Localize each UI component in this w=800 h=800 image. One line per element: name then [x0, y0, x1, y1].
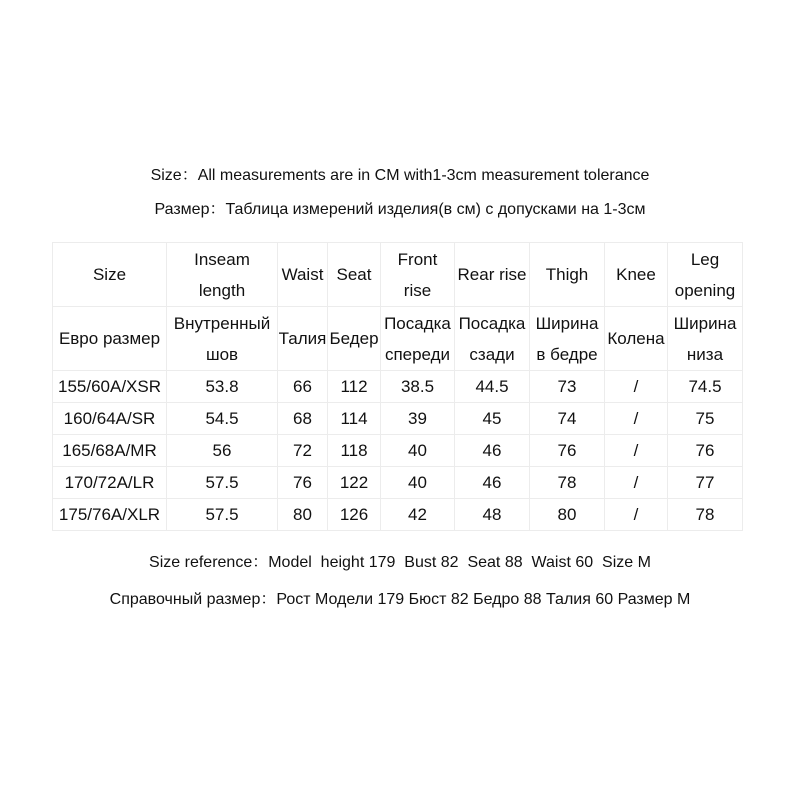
measurement-cell: /: [605, 435, 668, 467]
header-cell: [668, 307, 743, 371]
header-cell: [53, 243, 167, 307]
header-cell: [455, 243, 530, 307]
header-cell: [668, 243, 743, 307]
measurement-cell: 48: [455, 499, 530, 531]
header-label: низа: [686, 344, 724, 364]
header-label: Leg: [690, 249, 720, 269]
measurement-cell: 40: [381, 467, 455, 499]
header-cell: [167, 307, 278, 371]
measurement-cell: 76: [530, 435, 605, 467]
size-table: [52, 242, 743, 531]
header-label: opening: [674, 280, 736, 300]
size-table-body: [53, 243, 743, 531]
header-label: Knee: [616, 265, 656, 284]
table-row: [53, 499, 743, 531]
measurement-cell: 74: [530, 403, 605, 435]
table-row: [53, 435, 743, 467]
size-label-cell: 155/60A/XSR: [53, 371, 167, 403]
header-label: шов: [205, 344, 239, 364]
header-label: Seat: [336, 265, 372, 284]
header-label: Талия: [278, 329, 327, 348]
measurement-cell: 40: [381, 435, 455, 467]
measurement-cell: 112: [328, 371, 381, 403]
size-label-cell: 160/64A/SR: [53, 403, 167, 435]
header-label: Front: [397, 249, 438, 269]
measurement-cell: 114: [328, 403, 381, 435]
size-reference-ru: Справочный размер：Рост Модели 179 Бюст 82 Бедро 88 Талия 60 Размер M: [109, 591, 691, 608]
measurement-cell: 74.5: [668, 371, 743, 403]
measurement-cell: 75: [668, 403, 743, 435]
measurement-cell: 46: [455, 467, 530, 499]
table-header-row-ru: [53, 307, 743, 371]
header-cell: [381, 307, 455, 371]
header-label: Thigh: [545, 265, 589, 284]
header-cell: [278, 243, 328, 307]
measurement-cell: 53.8: [167, 371, 278, 403]
measurement-cell: 66: [278, 371, 328, 403]
measurement-cell: 72: [278, 435, 328, 467]
header-label: Ширина: [673, 313, 737, 333]
header-label: Бедер: [329, 329, 379, 348]
measurement-cell: 122: [328, 467, 381, 499]
header-cell: [530, 307, 605, 371]
header-label: Внутренный: [173, 313, 271, 333]
measurement-cell: 54.5: [167, 403, 278, 435]
measurement-cell: 38.5: [381, 371, 455, 403]
header-cell: [530, 243, 605, 307]
measurement-cell: 57.5: [167, 467, 278, 499]
measurement-cell: 80: [530, 499, 605, 531]
header-cell: [605, 307, 668, 371]
measurement-cell: /: [605, 499, 668, 531]
header-cell: [381, 243, 455, 307]
measurement-cell: 68: [278, 403, 328, 435]
size-label-cell: 170/72A/LR: [53, 467, 167, 499]
header-label: Waist: [281, 265, 324, 284]
measurement-cell: 78: [668, 499, 743, 531]
measurement-cell: 45: [455, 403, 530, 435]
header-label: в бедре: [536, 344, 598, 364]
table-row: [53, 467, 743, 499]
table-header-row-en: [53, 243, 743, 307]
header-label: Size: [92, 265, 127, 284]
header-label: Ширина: [535, 313, 599, 333]
header-cell: [278, 307, 328, 371]
header-label: length: [198, 280, 246, 300]
header-label: спереди: [384, 344, 451, 364]
header-cell: [328, 243, 381, 307]
measurement-note-en: Size：All measurements are in CM with1-3cm measurement tolerance: [150, 167, 650, 184]
header-label: Inseam: [194, 249, 250, 269]
header-cell: [167, 243, 278, 307]
measurement-cell: 76: [668, 435, 743, 467]
header-label: rise: [403, 280, 432, 300]
header-label: Евро размер: [58, 329, 161, 348]
size-label-cell: 165/68A/MR: [53, 435, 167, 467]
measurement-cell: 44.5: [455, 371, 530, 403]
header-label: Посадка: [384, 313, 451, 333]
measurement-cell: 77: [668, 467, 743, 499]
measurement-cell: 56: [167, 435, 278, 467]
header-label: сзади: [469, 344, 515, 364]
header-cell: [53, 307, 167, 371]
measurement-cell: 42: [381, 499, 455, 531]
table-row: [53, 403, 743, 435]
measurement-cell: 118: [328, 435, 381, 467]
measurement-cell: 57.5: [167, 499, 278, 531]
header-cell: [605, 243, 668, 307]
header-cell: [455, 307, 530, 371]
measurement-cell: 78: [530, 467, 605, 499]
size-reference-en: Size reference：Model height 179 Bust 82 Seat 88 Waist 60 Size M: [149, 554, 651, 571]
header-label: Rear rise: [457, 265, 527, 284]
measurement-cell: 73: [530, 371, 605, 403]
measurement-cell: 39: [381, 403, 455, 435]
measurement-cell: /: [605, 371, 668, 403]
measurement-cell: 80: [278, 499, 328, 531]
header-label: Посадка: [458, 313, 526, 333]
measurement-cell: 46: [455, 435, 530, 467]
measurement-cell: /: [605, 467, 668, 499]
header-cell: [328, 307, 381, 371]
measurement-note-ru: Размер：Таблица измерений изделия(в см) с допусками на 1-3см: [154, 201, 646, 218]
measurement-cell: 76: [278, 467, 328, 499]
header-label: Колена: [607, 329, 665, 348]
measurement-cell: /: [605, 403, 668, 435]
size-label-cell: 175/76A/XLR: [53, 499, 167, 531]
table-row: [53, 371, 743, 403]
measurement-cell: 126: [328, 499, 381, 531]
